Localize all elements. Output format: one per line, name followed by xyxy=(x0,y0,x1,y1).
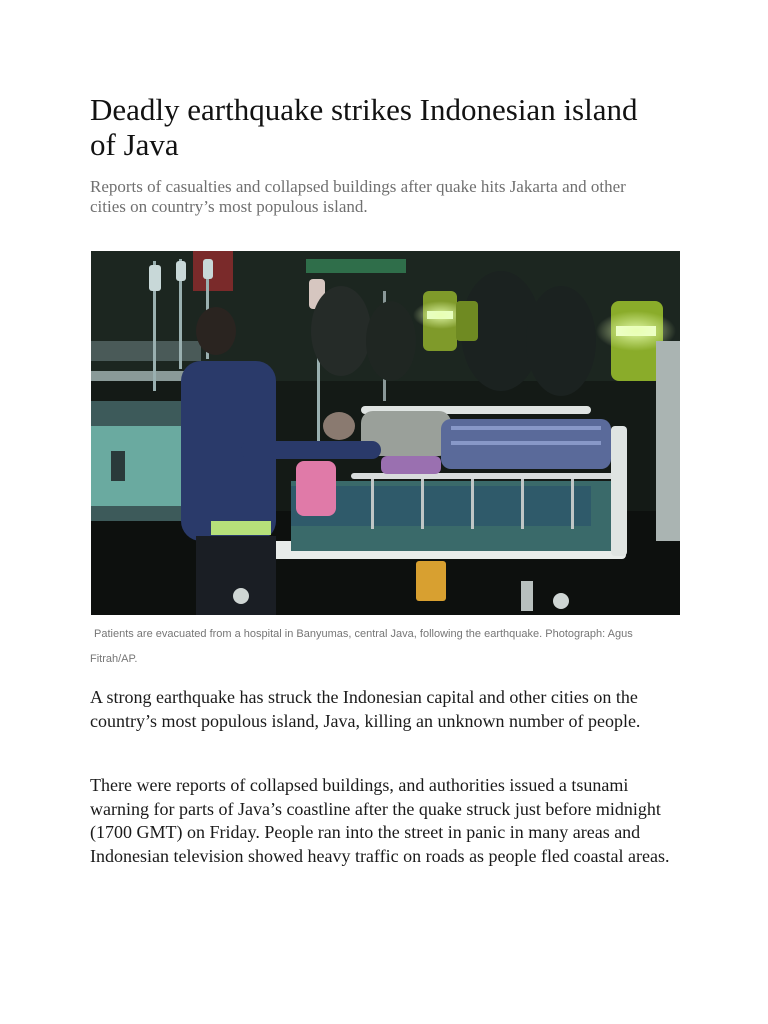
body-paragraph-1: A strong earthquake has struck the Indonesian capital and other cities on the country’s most populous island, Java, killing an unknown number of people. xyxy=(90,687,641,731)
photo-caption xyxy=(90,622,680,672)
body-paragraph-2: There were reports of collapsed buildings, and authorities issued a tsunami warning for parts of Java’s coastline after the quake struck just before midnight (1700 GMT) on Friday. People ran into the street in panic in many areas and Indonesian television showed heavy traffic on roads as people fled coastal areas. xyxy=(90,775,670,866)
standfirst: Reports of casualties and collapsed buildings after quake hits Jakarta and other cities on country’s most populous island. xyxy=(90,177,626,216)
photo-caption-text: Patients are evacuated from a hospital in Banyumas, central Java, following the earthquake. Photograph: Agus Fitrah/AP. xyxy=(90,628,633,665)
article-photo xyxy=(91,251,680,615)
headline: Deadly earthquake strikes Indonesian island of Java xyxy=(90,92,638,162)
